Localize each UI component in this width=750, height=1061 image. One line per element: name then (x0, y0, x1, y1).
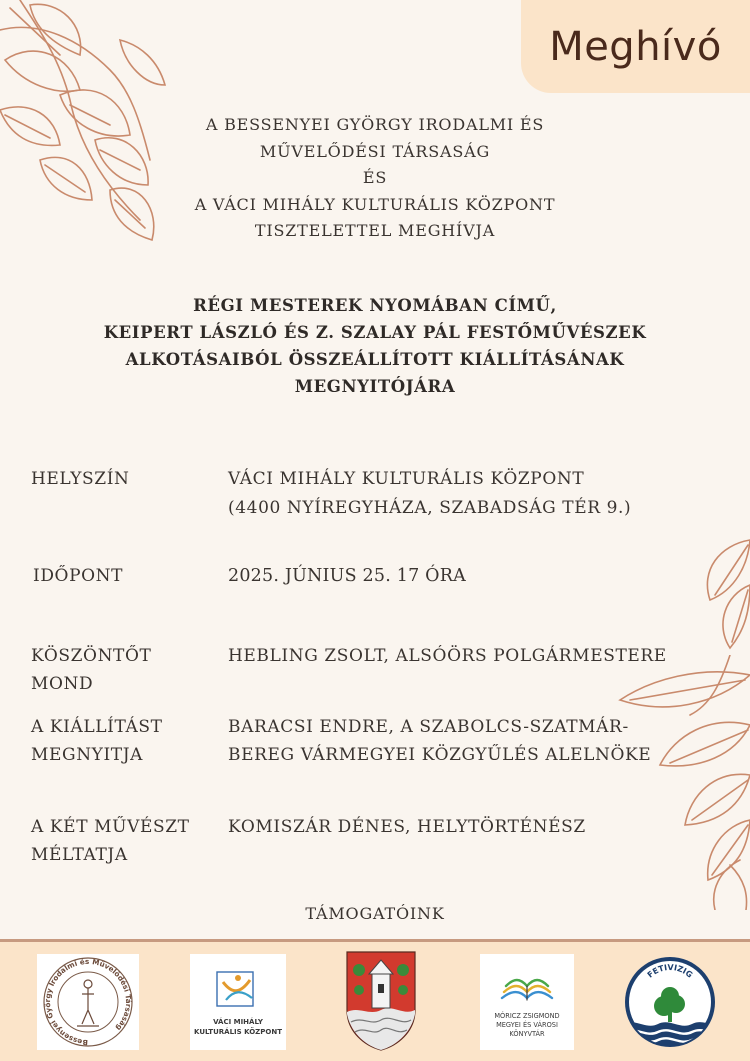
leaf-decoration-right-lower-icon (610, 655, 750, 910)
moricz-library-logo (480, 954, 574, 1050)
venue-address: (4400 NYÍREGYHÁZA, SZABADSÁG TÉR 9.) (228, 498, 632, 518)
time-label: IDŐPONT (33, 566, 124, 586)
vaci-logo-line1: VÁCI MIHÁLY (213, 1018, 263, 1026)
fetivizig-logo (624, 950, 716, 1054)
title-line: MEGNYITÓJÁRA (294, 377, 456, 396)
venue-label: HELYSZÍN (31, 469, 130, 489)
leaf-decoration-right-upper-icon (690, 530, 750, 650)
sponsors-footer (0, 942, 750, 1061)
intro-line: TISZTELETTEL MEGHÍVJA (254, 221, 496, 240)
badge-title: Meghívó (549, 23, 722, 70)
opening-label-line: A KIÁLLÍTÁST (31, 717, 163, 737)
exhibition-title (0, 292, 750, 400)
water-waves-icon (624, 1022, 716, 1054)
bessenyei-ring-text: Bessenyei György Irodalmi és Művelődési Társaság (42, 956, 134, 1048)
title-line: ALKOTÁSAIBÓL ÖSSZEÁLLÍTOTT KIÁLLÍTÁSÁNAK (125, 350, 625, 369)
bessenyei-society-logo (37, 954, 139, 1050)
intro-line: ÉS (362, 168, 388, 187)
statue-figure-icon (77, 980, 99, 1026)
greeting-value: HEBLING ZSOLT, ALSÓÖRS POLGÁRMESTERE (228, 646, 667, 666)
moricz-logo-line1: MÓRICZ ZSIGMOND (494, 1012, 560, 1020)
tribute-label-line: MÉLTATJA (31, 845, 128, 865)
greeting-label-line: MOND (31, 674, 94, 694)
fetivizig-label: FETIVIZIG (645, 962, 695, 980)
intro-line: A VÁCI MIHÁLY KULTURÁLIS KÖZPONT (194, 194, 556, 214)
greeting-label-line: KÖSZÖNTŐT (31, 646, 152, 666)
invitation-badge (521, 0, 750, 93)
tribute-value: KOMISZÁR DÉNES, HELYTÖRTÉNÉSZ (228, 817, 586, 837)
time-value: 2025. JÚNIUS 25. 17 ÓRA (228, 566, 466, 586)
city-coat-of-arms (345, 950, 417, 1052)
intro-line: A BESSENYEI GYÖRGY IRODALMI ÉS (205, 115, 545, 134)
opening-value-line: BEREG VÁRMEGYEI KÖZGYŰLÉS ALELNÖKE (228, 745, 652, 765)
moricz-logo-line2: MEGYEI ÉS VÁROSI (496, 1021, 558, 1029)
sponsors-heading: TÁMOGATÓINK (305, 904, 445, 923)
opening-label-line: MEGNYITJA (31, 745, 144, 765)
title-line: KEIPERT LÁSZLÓ ÉS Z. SZALAY PÁL FESTŐMŰVÉSZEK (103, 323, 647, 342)
venue-name: VÁCI MIHÁLY KULTURÁLIS KÖZPONT (228, 469, 585, 489)
open-book-icon (502, 980, 552, 1000)
vaci-mihaly-center-logo (190, 954, 286, 1050)
vaci-logo-line2: KULTURÁLIS KÖZPONT (194, 1028, 282, 1036)
vaci-mihaly-emblem-icon (217, 972, 253, 1006)
intro-line: MŰVELŐDÉSI TÁRSASÁG (259, 141, 491, 161)
intro-block (0, 112, 750, 245)
coat-of-arms-icon (347, 952, 415, 1050)
moricz-logo-line3: KÖNYVTÁR (509, 1030, 545, 1038)
title-line: RÉGI MESTEREK NYOMÁBAN CÍMŰ, (193, 296, 557, 315)
tribute-label-line: A KÉT MŰVÉSZT (31, 817, 190, 837)
opening-value-line: BARACSI ENDRE, A SZABOLCS-SZATMÁR- (228, 717, 629, 737)
